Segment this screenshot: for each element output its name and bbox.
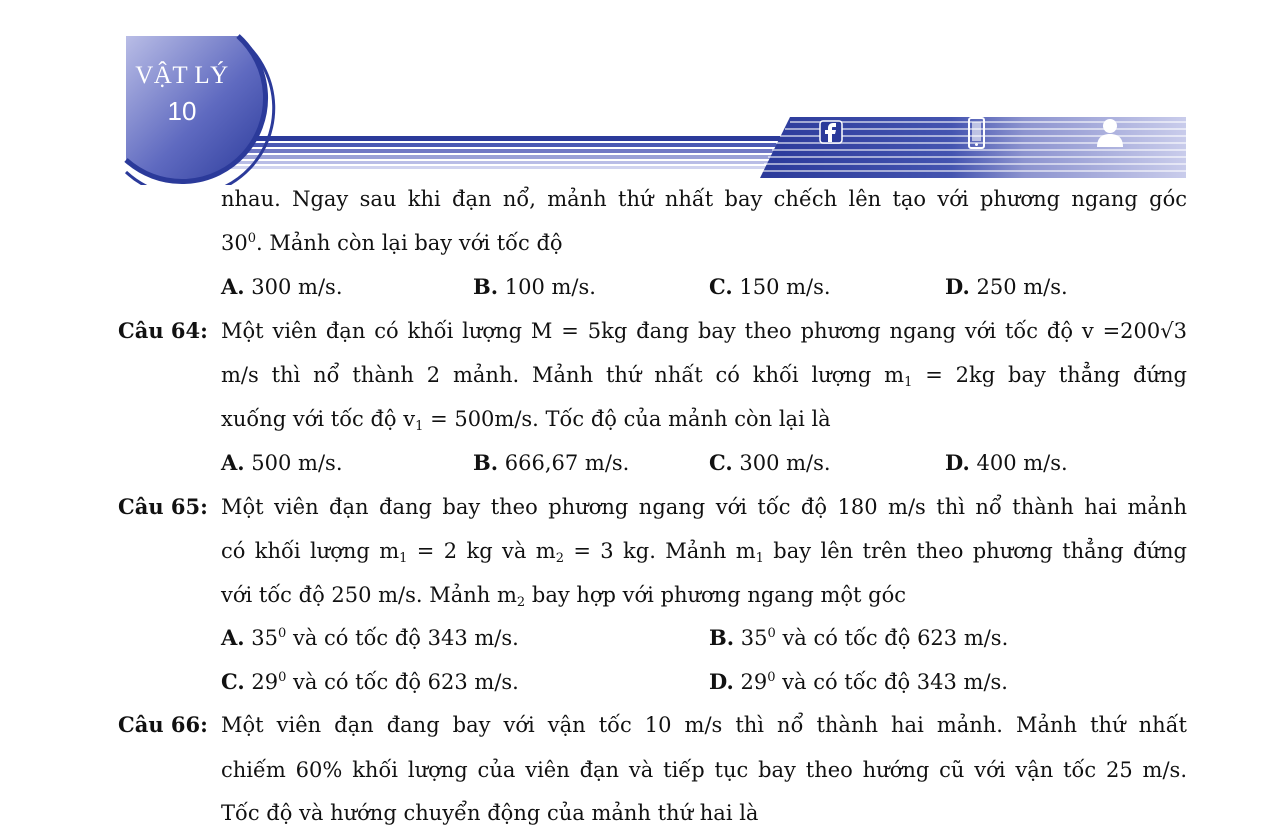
q64-option-c: C. 300 m/s.	[709, 450, 831, 475]
q65-line-3: với tốc độ 250 m/s. Mảnh $m_2$ bay hợp với phương ngang một góc	[221, 583, 906, 610]
q65-option-b: B. $35^0$ và có tốc độ 623 m/s.	[709, 625, 1009, 650]
q65-line-1: Một viên đạn đang bay theo phương ngang với tốc độ 180 m/s thì nổ thành hai mảnh	[221, 495, 1187, 519]
q64-label: Câu 64:	[118, 318, 208, 343]
q66-line-2: chiếm 60% khối lượng của viên đạn và tiếp tục bay theo hướng cũ với vận tốc 25 m/s.	[221, 758, 1187, 782]
q63-option-b: B. 100 m/s.	[473, 274, 596, 299]
q65-option-c: C. $29^0$ và có tốc độ 623 m/s.	[221, 669, 519, 694]
q66-line-3: Tốc độ và hướng chuyển động của mảnh thứ hai là	[221, 801, 759, 825]
q64-line-3: xuống với tốc độ $v_1 = 500m/s$. Tốc độ của mảnh còn lại là	[221, 407, 831, 434]
q66-label: Câu 66:	[118, 712, 208, 737]
q64-line-1: Một viên đạn có khối lượng M = 5kg đang bay theo phương ngang với tốc độ v =200√3	[221, 319, 1187, 343]
q66-line-1: Một viên đạn đang bay với vận tốc 10 m/s thì nổ thành hai mảnh. Mảnh thứ nhất	[221, 713, 1187, 737]
q63-option-c: C. 150 m/s.	[709, 274, 831, 299]
subject-title: VẬT LÝ	[135, 62, 229, 89]
q63-option-d: D. 250 m/s.	[945, 274, 1068, 299]
q63-option-a: A. 300 m/s.	[221, 274, 343, 299]
grade-number: 10	[167, 96, 197, 126]
q65-label: Câu 65:	[118, 494, 208, 519]
q64-option-b: B. 666,67 m/s.	[473, 450, 630, 475]
q64-option-d: D. 400 m/s.	[945, 450, 1068, 475]
q63-line-2: $30^0$. Mảnh còn lại bay với tốc độ	[221, 231, 563, 255]
q65-option-a: A. $35^0$ và có tốc độ 343 m/s.	[221, 625, 519, 650]
q64-line-2: m/s thì nổ thành 2 mảnh. Mảnh thứ nhất có khối lượng $m_1 = 2kg$ bay thẳng đứng	[221, 363, 1187, 390]
q64-option-a: A. 500 m/s.	[221, 450, 343, 475]
q63-line-1: nhau. Ngay sau khi đạn nổ, mảnh thứ nhất bay chếch lên tạo với phương ngang góc	[221, 187, 1187, 211]
q65-line-2: có khối lượng $m_1 = 2$ kg và $m_2 = 3$ kg. Mảnh $m_1$ bay lên trên theo phương thẳng đứng	[221, 539, 1187, 566]
q65-option-d: D. $29^0$ và có tốc độ 343 m/s.	[709, 669, 1008, 694]
